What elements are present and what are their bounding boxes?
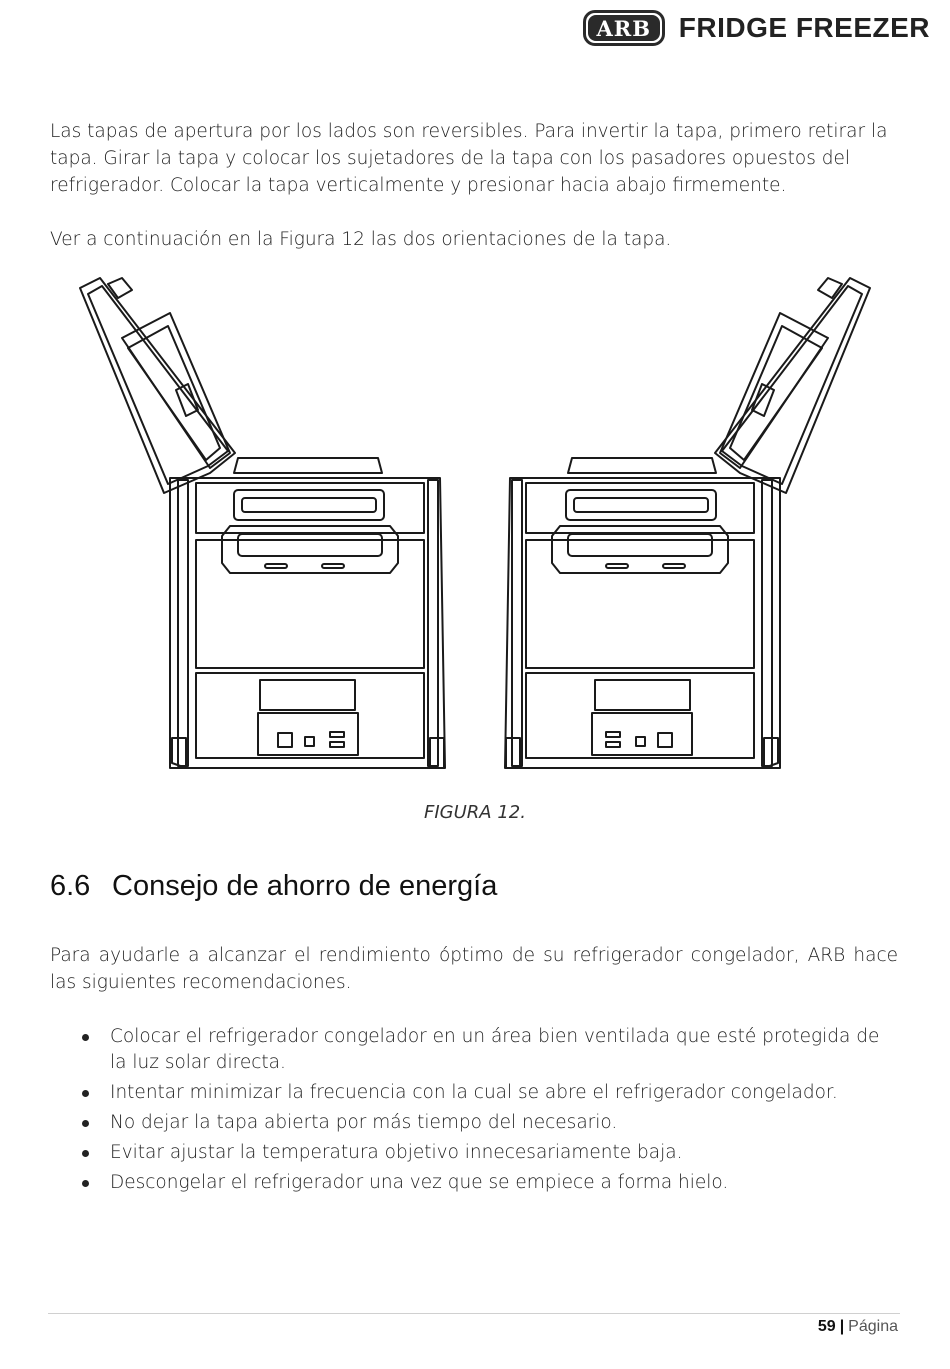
section-intro-paragraph: Para ayudarle a alcanzar el rendimiento óptimo de su refrigerador congelador, ARB hace las siguientes recomendaciones. [50,945,898,993]
page-footer [818,1318,898,1336]
intro-paragraph-2: Ver a continuación en la Figura 12 las dos orientaciones de la tapa. [50,229,672,250]
figure-12-illustration [60,268,890,778]
page-number: 59 [817,1318,836,1335]
arb-logo [583,10,665,46]
section-title: Consejo de ahorro de energía [112,870,498,902]
footer-divider [48,1313,900,1314]
figure-caption: FIGURA 12. [424,802,526,823]
list-item: No dejar la tapa abierta por más tiempo del necesario. [50,1110,898,1136]
page-header [583,10,930,46]
page-label: Página [848,1318,898,1335]
header-title: FRIDGE FREEZER [678,12,930,43]
recommendations-list [50,1024,898,1200]
intro-paragraph-1: Las tapas de apertura por los lados son reversibles. Para invertir la tapa, primero retirar la tapa. Girar la tapa y colocar los sujetadores de la tapa con los pasadores opuestos del refrigerador. Colocar la tapa verticalmente y presionar hacia abajo firmemente. [50,121,888,196]
section-number: 6.6 [50,870,91,902]
footer-separator: | [839,1318,845,1335]
section-heading [50,870,497,903]
list-item: Evitar ajustar la temperatura objetivo innecesariamente baja. [50,1140,898,1166]
list-item: Colocar el refrigerador congelador en un área bien ventilada que esté protegida de la luz solar directa. [50,1024,898,1076]
list-item: Descongelar el refrigerador una vez que se empiece a forma hielo. [50,1170,898,1196]
list-item: Intentar minimizar la frecuencia con la cual se abre el refrigerador congelador. [50,1080,898,1106]
logo-text: ARB [588,15,660,41]
